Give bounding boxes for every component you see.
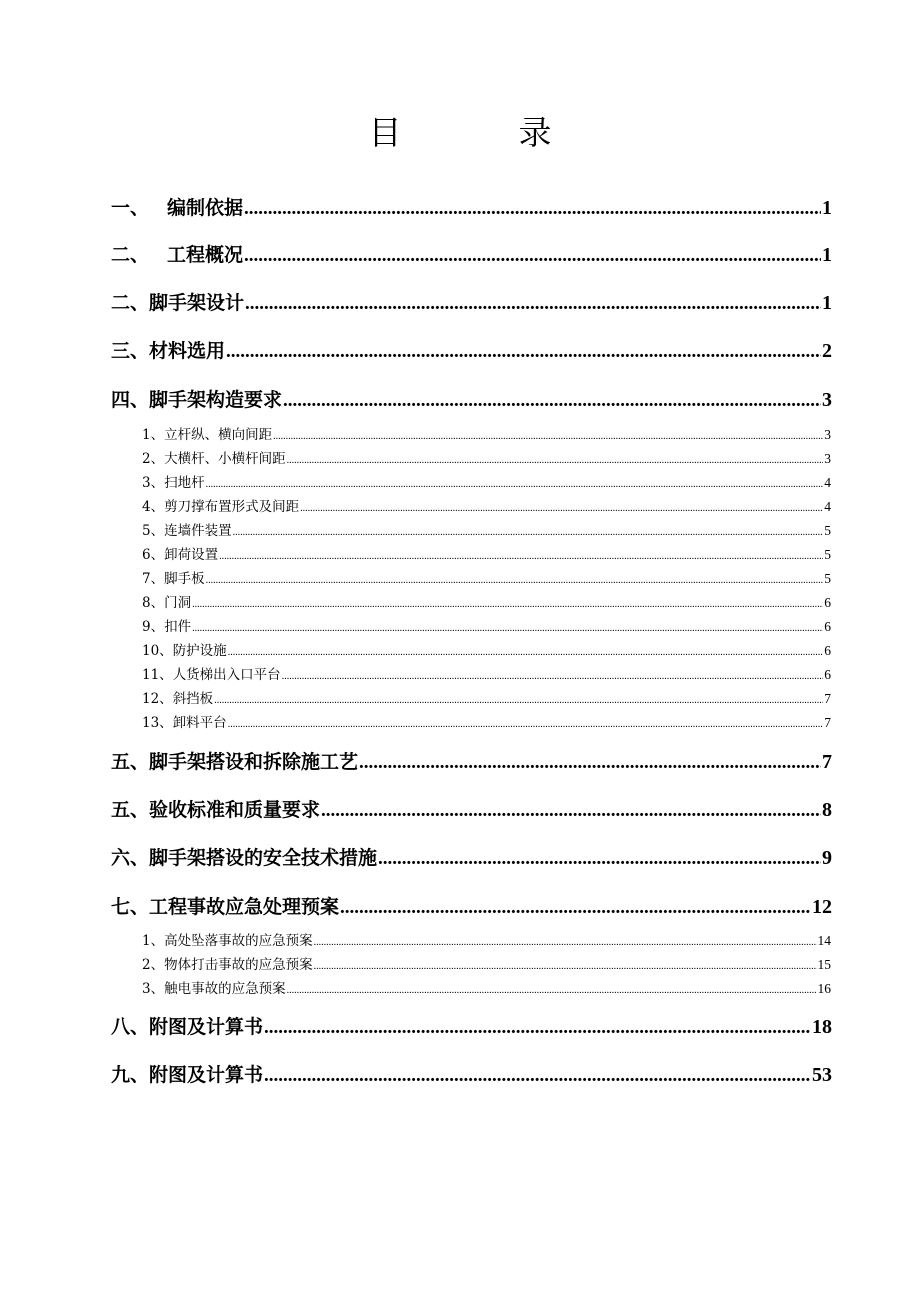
toc-entry-label: 材料选用 — [149, 340, 226, 362]
toc-page-number: 3 — [824, 427, 831, 442]
toc-entry-label: 附图及计算书 — [149, 1016, 264, 1038]
toc-entry-label: 人货梯出入口平台 — [172, 667, 281, 683]
toc-entry-label: 卸料平台 — [172, 715, 227, 731]
toc-entry-number: 8、 — [142, 595, 165, 611]
toc-page-number: 14 — [817, 933, 831, 948]
toc-page-number: 5 — [824, 547, 831, 562]
toc-chapter-entry[interactable] — [111, 1060, 832, 1090]
toc-dot-leader — [314, 933, 817, 953]
toc-page-number: 16 — [817, 981, 831, 996]
toc-page-number: 12 — [812, 896, 832, 918]
toc-dot-leader — [206, 571, 824, 591]
toc-dot-leader — [287, 451, 824, 471]
toc-page-number: 6 — [824, 667, 831, 682]
toc-section-entry[interactable] — [142, 617, 831, 637]
toc-page-number: 2 — [822, 340, 832, 362]
toc-page-number: 5 — [824, 523, 831, 538]
toc-entry-label: 门洞 — [164, 595, 192, 611]
toc-section-entry[interactable] — [142, 955, 831, 975]
toc-chapter-entry[interactable] — [111, 1012, 832, 1042]
toc-entry-label: 编制依据 — [167, 197, 244, 219]
toc-entry-label: 工程事故应急处理预案 — [149, 896, 340, 918]
toc-page-number: 1 — [822, 292, 832, 314]
toc-dot-leader — [264, 1061, 811, 1091]
toc-dot-leader — [245, 289, 821, 319]
toc-page-number: 3 — [822, 389, 832, 411]
toc-dot-leader — [219, 547, 823, 567]
toc-entry-label: 工程概况 — [167, 244, 244, 266]
toc-entry-label: 物体打击事故的应急预案 — [164, 957, 313, 973]
toc-dot-leader — [273, 427, 823, 447]
page-title: 目 录 — [368, 113, 594, 152]
toc-page-number: 9 — [822, 847, 832, 869]
toc-chapter-entry[interactable] — [111, 795, 832, 825]
toc-page-number: 6 — [824, 595, 831, 610]
toc-chapter-entry[interactable] — [111, 240, 832, 270]
toc-entry-label: 连墙件装置 — [164, 523, 232, 539]
toc-entry-number: 四、 — [111, 389, 150, 411]
toc-entry-number: 3、 — [142, 475, 165, 491]
toc-entry-label: 大横杆、小横杆间距 — [164, 451, 286, 467]
toc-dot-leader — [226, 337, 821, 367]
toc-entry-number: 5、 — [142, 523, 165, 539]
toc-dot-leader — [228, 643, 824, 663]
toc-entry-number: 八、 — [111, 1016, 150, 1038]
toc-page-number: 7 — [824, 715, 831, 730]
toc-section-entry[interactable] — [142, 521, 831, 541]
toc-entry-number: 11、 — [142, 667, 173, 683]
toc-entry-number: 3、 — [142, 981, 165, 997]
toc-dot-leader — [244, 194, 821, 224]
toc-entry-number: 9、 — [142, 619, 165, 635]
toc-page-number: 7 — [822, 751, 832, 773]
toc-entry-label: 验收标准和质量要求 — [149, 799, 321, 821]
toc-entry-label: 脚手架搭设的安全技术措施 — [149, 847, 378, 869]
toc-entry-number: 1、 — [142, 427, 165, 443]
toc-page-number: 8 — [822, 799, 832, 821]
toc-section-entry[interactable] — [142, 497, 831, 517]
toc-entry-label: 脚手架搭设和拆除施工艺 — [149, 751, 359, 773]
toc-section-entry[interactable] — [142, 979, 831, 999]
toc-entry-label: 脚手板 — [164, 571, 205, 587]
toc-page-number: 53 — [812, 1064, 832, 1086]
toc-entry-number: 1、 — [142, 933, 165, 949]
toc-section-entry[interactable] — [142, 473, 831, 493]
toc-page-number: 15 — [817, 957, 831, 972]
toc-chapter-entry[interactable] — [111, 892, 832, 922]
toc-dot-leader — [378, 844, 821, 874]
toc-entry-number: 12、 — [142, 691, 173, 707]
toc-entry-label: 立杆纵、横向间距 — [164, 427, 273, 443]
toc-entry-number: 七、 — [111, 896, 150, 918]
toc-page-number: 1 — [822, 244, 832, 266]
toc-dot-leader — [287, 981, 817, 1001]
toc-dot-leader — [264, 1013, 811, 1043]
toc-page-number: 4 — [824, 499, 831, 514]
toc-section-entry[interactable] — [142, 449, 831, 469]
toc-entry-label: 高处坠落事故的应急预案 — [164, 933, 313, 949]
toc-entry-label: 脚手架设计 — [149, 292, 245, 314]
toc-entry-number: 4、 — [142, 499, 165, 515]
toc-dot-leader — [228, 715, 824, 735]
toc-entry-number: 一、 — [111, 197, 150, 219]
toc-page-number: 5 — [824, 571, 831, 586]
toc-section-entry[interactable] — [142, 931, 831, 951]
toc-chapter-entry[interactable] — [111, 193, 832, 223]
toc-entry-number: 五、 — [111, 751, 150, 773]
toc-dot-leader — [283, 386, 821, 416]
toc-entry-number: 三、 — [111, 340, 150, 362]
toc-entry-number: 2、 — [142, 957, 165, 973]
toc-dot-leader — [314, 957, 817, 977]
toc-page-number: 3 — [824, 451, 831, 466]
toc-entry-number: 10、 — [142, 643, 173, 659]
toc-entry-label: 触电事故的应急预案 — [164, 981, 286, 997]
toc-section-entry[interactable] — [142, 425, 831, 445]
toc-dot-leader — [206, 475, 824, 495]
toc-dot-leader — [244, 241, 821, 271]
toc-chapter-entry[interactable] — [111, 336, 832, 366]
toc-dot-leader — [359, 748, 821, 778]
toc-entry-number: 二、 — [111, 244, 150, 266]
toc-page-number: 1 — [822, 197, 832, 219]
toc-entry-label: 卸荷设置 — [164, 547, 219, 563]
toc-entry-label: 斜挡板 — [172, 691, 214, 707]
toc-section-entry[interactable] — [142, 593, 831, 613]
toc-dot-leader — [192, 619, 823, 639]
toc-dot-leader — [321, 796, 821, 826]
toc-entry-number: 13、 — [142, 715, 173, 731]
toc-chapter-entry[interactable] — [111, 288, 832, 318]
toc-entry-number: 五、 — [111, 799, 150, 821]
toc-entry-number: 7、 — [142, 571, 165, 587]
toc-entry-number: 6、 — [142, 547, 165, 563]
toc-entry-number: 二、 — [111, 292, 150, 314]
toc-section-entry[interactable] — [142, 545, 831, 565]
toc-dot-leader — [233, 523, 824, 543]
toc-entry-label: 扣件 — [164, 619, 192, 635]
toc-entry-number: 六、 — [111, 847, 150, 869]
toc-section-entry[interactable] — [142, 665, 831, 685]
toc-entry-label: 扫地杆 — [164, 475, 205, 491]
toc-page-number: 4 — [824, 475, 831, 490]
toc-page-number: 6 — [824, 619, 831, 634]
toc-dot-leader — [282, 667, 824, 687]
toc-dot-leader — [300, 499, 823, 519]
toc-entry-label: 防护设施 — [172, 643, 227, 659]
toc-entry-number: 2、 — [142, 451, 165, 467]
toc-page-number: 6 — [824, 643, 831, 658]
toc-entry-label: 附图及计算书 — [149, 1064, 264, 1086]
toc-page-number: 7 — [824, 691, 831, 706]
toc-section-entry[interactable] — [142, 569, 831, 589]
toc-entry-number: 九、 — [111, 1064, 150, 1086]
toc-page-number: 18 — [812, 1016, 832, 1038]
toc-section-entry[interactable] — [142, 689, 831, 709]
toc-chapter-entry[interactable] — [111, 747, 832, 777]
toc-dot-leader — [192, 595, 823, 615]
toc-entry-label: 剪刀撑布置形式及间距 — [164, 499, 300, 515]
toc-chapter-entry[interactable] — [111, 385, 832, 415]
toc-dot-leader — [340, 893, 811, 923]
toc-chapter-entry[interactable] — [111, 843, 832, 873]
toc-dot-leader — [214, 691, 823, 711]
toc-entry-label: 脚手架构造要求 — [149, 389, 283, 411]
toc-section-entry[interactable] — [142, 641, 831, 661]
toc-section-entry[interactable] — [142, 713, 831, 733]
